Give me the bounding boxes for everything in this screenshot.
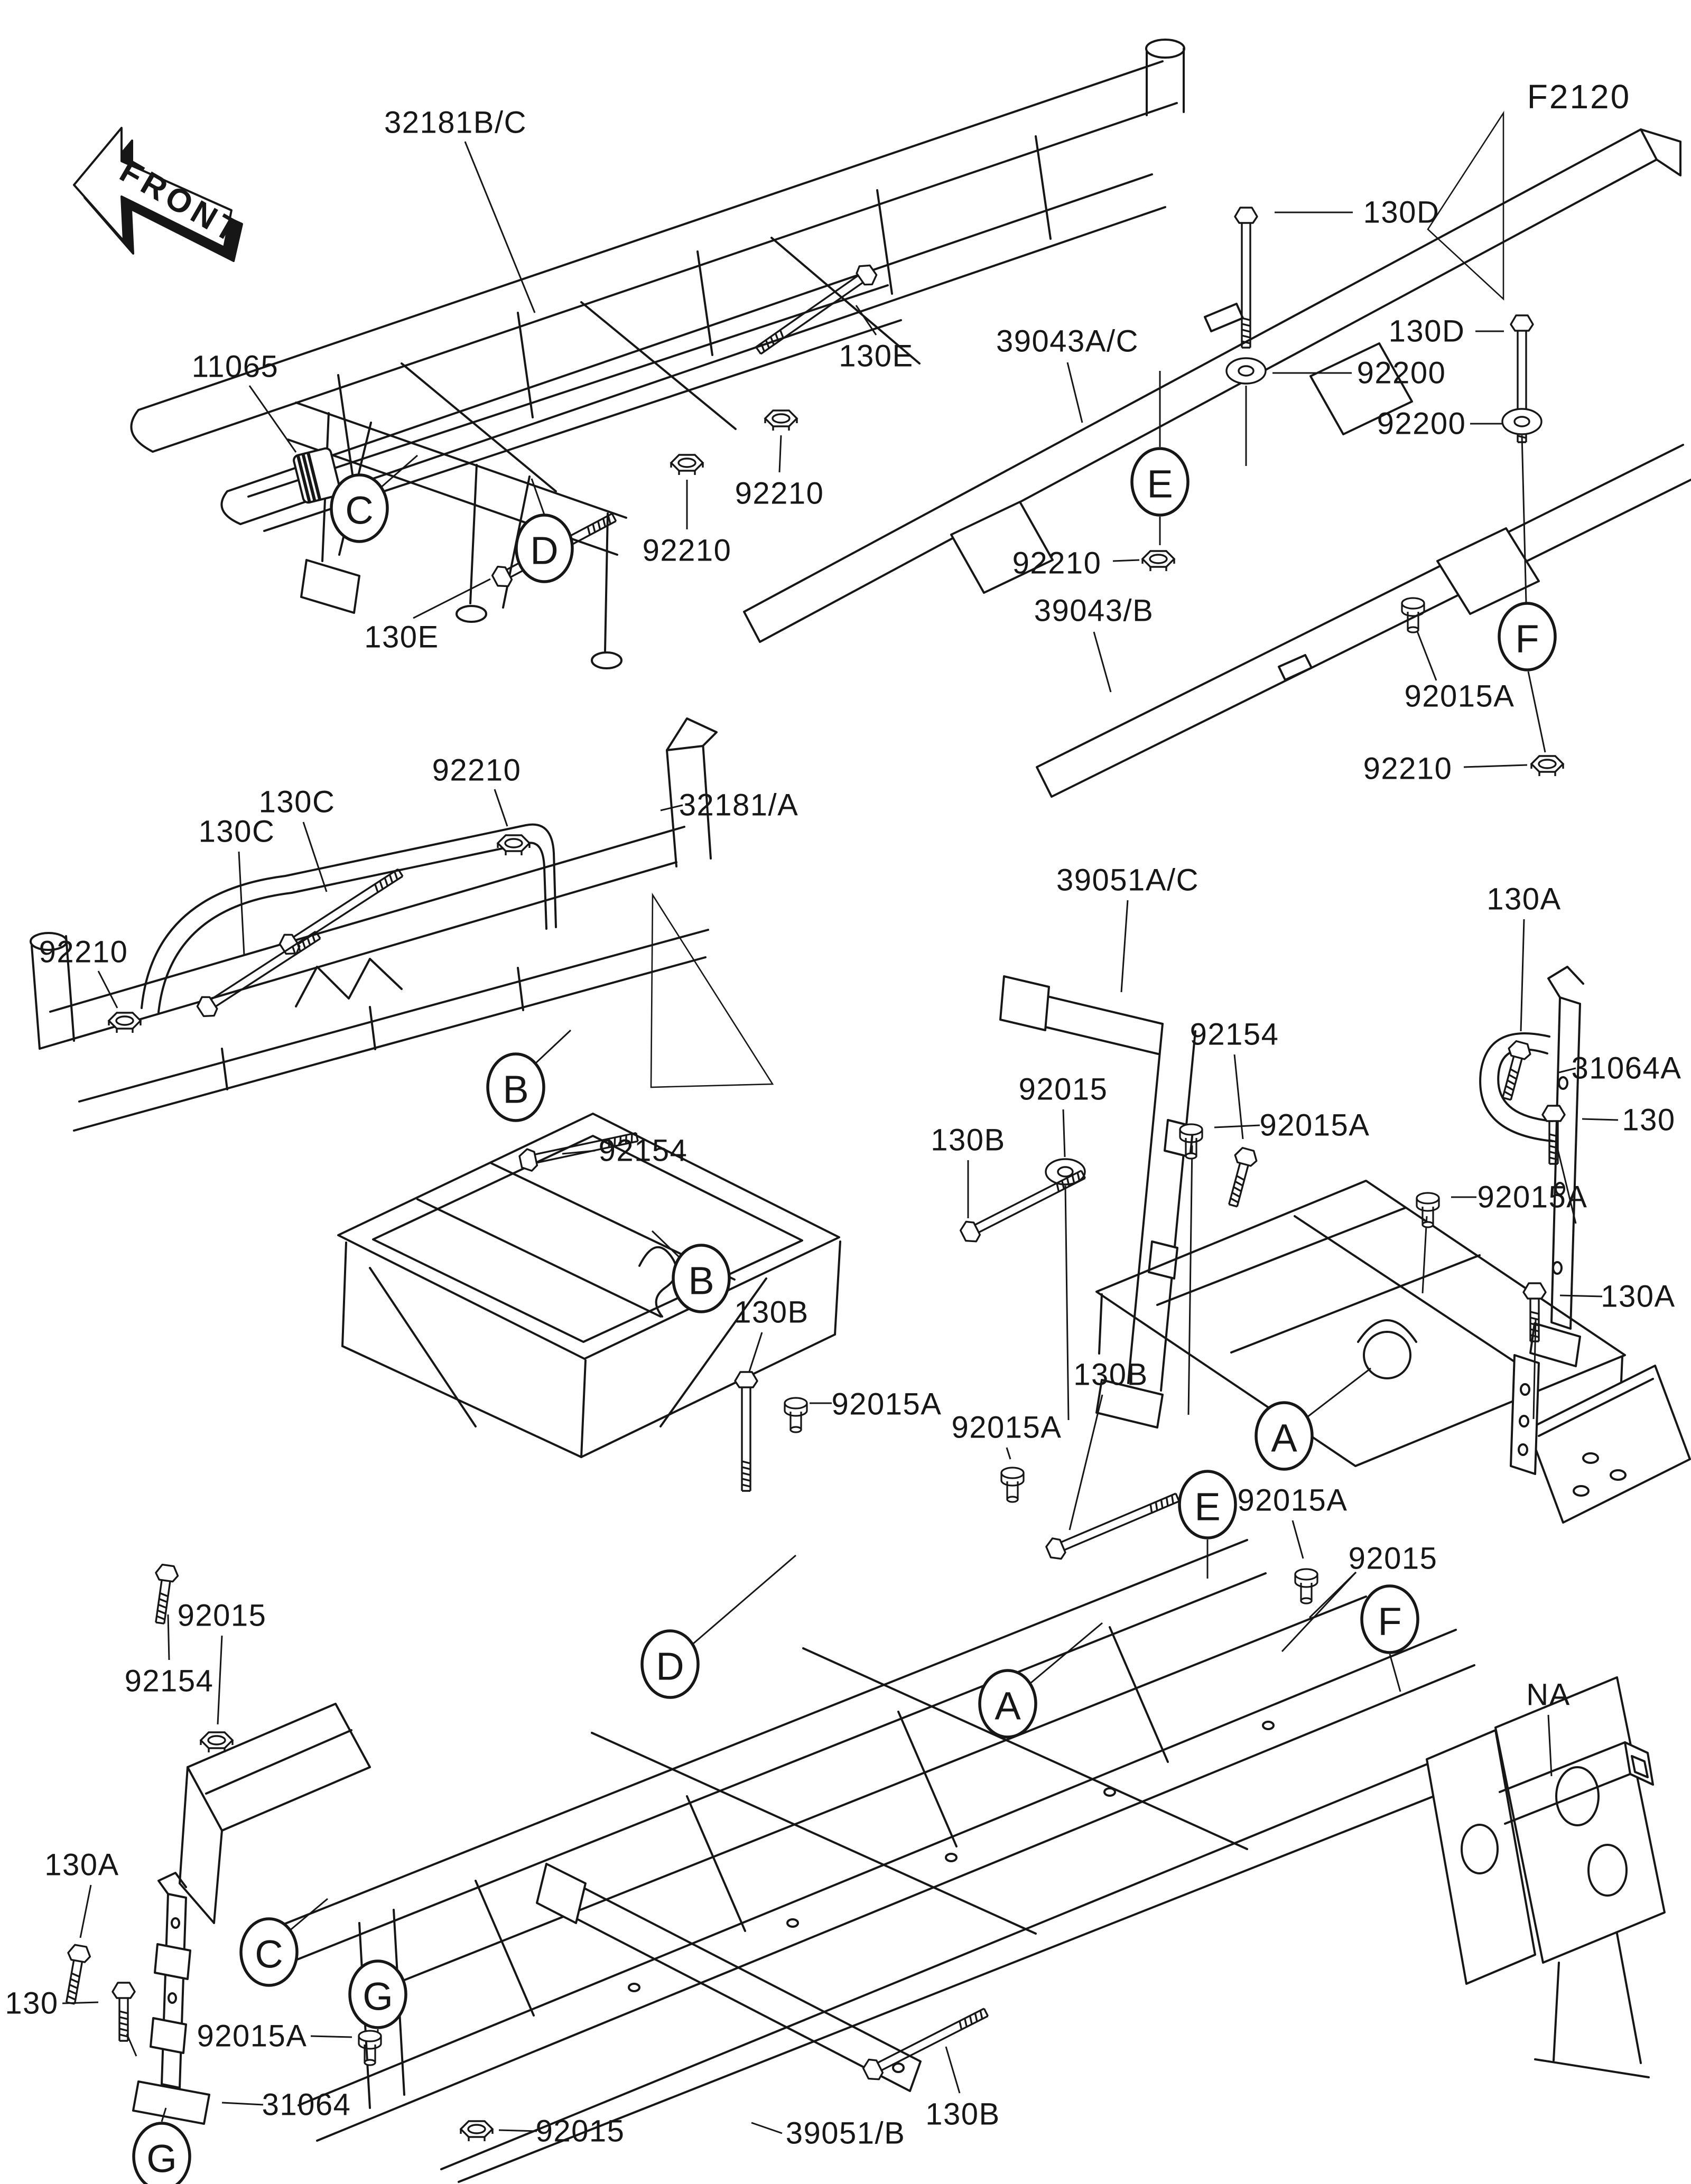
bolt-thread bbox=[1242, 324, 1250, 326]
leader-line bbox=[222, 2103, 263, 2105]
rivet-flange-top bbox=[1180, 1124, 1202, 1135]
bolt-thread bbox=[742, 1473, 750, 1475]
front-arrow-text: FRONT bbox=[114, 152, 248, 251]
rivet-flange-top bbox=[1295, 1569, 1317, 1580]
main-chassis bbox=[177, 1540, 1665, 2182]
bolt-shaft bbox=[1229, 1163, 1248, 1206]
part-label-130A: 130A bbox=[1601, 1279, 1676, 1314]
callout-C-0 bbox=[331, 475, 387, 542]
callout-C-11 bbox=[241, 1919, 297, 1985]
callout-letter: C bbox=[255, 1932, 283, 1976]
bolt-thread bbox=[1504, 1091, 1512, 1096]
washer-hole bbox=[1239, 366, 1253, 376]
bolt-icon bbox=[735, 1372, 757, 1491]
nut-hole bbox=[468, 2125, 485, 2133]
part-label-130B: 130B bbox=[1073, 1357, 1148, 1392]
rivet-tip bbox=[1301, 1598, 1312, 1603]
leader-line bbox=[499, 2130, 537, 2131]
part-label-92154: 92154 bbox=[1190, 1017, 1279, 1052]
bolt-shaft bbox=[878, 2009, 988, 2070]
part-label-NA: NA bbox=[1526, 1677, 1571, 1712]
part-label-32181BC: 32181B/C bbox=[384, 105, 527, 140]
part-label-130: 130 bbox=[1622, 1103, 1676, 1137]
part-label-92015: 92015 bbox=[535, 2114, 625, 2149]
part-label-92210: 92210 bbox=[432, 753, 522, 788]
bolt-shaft bbox=[1242, 223, 1250, 348]
rivet-flange-bottom bbox=[1001, 1480, 1024, 1486]
leader-line bbox=[1007, 1448, 1010, 1459]
callout-A-6 bbox=[1256, 1403, 1312, 1469]
part-label-92015: 92015 bbox=[177, 1598, 267, 1633]
rear-rack-and-tray bbox=[1097, 1181, 1690, 1523]
nut-icon bbox=[1531, 756, 1563, 776]
leader-line bbox=[413, 579, 490, 618]
nut-icon bbox=[1142, 551, 1174, 571]
rivet-flange-bottom bbox=[1417, 1206, 1439, 1211]
callout-F-3 bbox=[1499, 603, 1555, 670]
nut-hole bbox=[679, 459, 695, 467]
bolt-thread bbox=[158, 1604, 166, 1608]
part-label-130: 130 bbox=[5, 1986, 59, 2021]
nut-icon bbox=[498, 835, 529, 855]
part-label-92154: 92154 bbox=[124, 1664, 214, 1698]
leader-line bbox=[1121, 900, 1128, 992]
bolt-head bbox=[1233, 1146, 1259, 1167]
leader-line bbox=[1521, 919, 1524, 1031]
bolt-thread bbox=[69, 1985, 78, 1989]
part-label-130D: 130D bbox=[1388, 314, 1465, 349]
part-label-92015A: 92015A bbox=[1477, 1180, 1588, 1215]
part-label-11065: 11065 bbox=[191, 349, 279, 384]
bolt-head bbox=[155, 1564, 179, 1582]
callout-letter: E bbox=[1194, 1485, 1221, 1529]
leader-line bbox=[1560, 1295, 1602, 1296]
callout-letter: D bbox=[656, 1644, 684, 1688]
callout-letter: D bbox=[530, 528, 559, 573]
leader-line bbox=[495, 789, 507, 826]
part-label-130A: 130A bbox=[1486, 882, 1562, 917]
part-label-130B: 130B bbox=[734, 1295, 809, 1330]
callout-B-5 bbox=[673, 1245, 729, 1312]
leader-line bbox=[1070, 1395, 1102, 1530]
bolt-thread bbox=[1530, 1318, 1539, 1320]
rivet-flange-top bbox=[1417, 1193, 1439, 1203]
part-label-92210: 92210 bbox=[39, 935, 128, 969]
bolt-head bbox=[1044, 1536, 1067, 1562]
brace-31064a bbox=[1480, 967, 1583, 1366]
washer-icon bbox=[1227, 358, 1266, 384]
nut-icon bbox=[765, 410, 797, 431]
rivet-flange-top bbox=[359, 2031, 381, 2041]
bolt-thread bbox=[1242, 318, 1250, 320]
rivet-tip bbox=[1186, 1153, 1196, 1159]
callout-letter: C bbox=[345, 488, 374, 533]
nut-hole bbox=[208, 1736, 225, 1744]
leader-line bbox=[1416, 629, 1436, 680]
part-label-92200: 92200 bbox=[1377, 406, 1466, 441]
leader-line bbox=[311, 2036, 352, 2037]
leader-line bbox=[1094, 632, 1111, 692]
bolt-thread bbox=[67, 1996, 76, 2000]
leader-line bbox=[1188, 1145, 1192, 1415]
leader-line bbox=[749, 1332, 762, 1371]
rivet-tip bbox=[1423, 1222, 1433, 1227]
bolt-icon bbox=[149, 1564, 179, 1625]
part-label-92154: 92154 bbox=[598, 1133, 688, 1168]
rivet-icon bbox=[1402, 598, 1424, 632]
callout-letter: F bbox=[1378, 1599, 1402, 1644]
part-label-92015A: 92015A bbox=[1404, 679, 1515, 714]
part-label-92015A: 92015A bbox=[1259, 1108, 1370, 1143]
bolt-thread bbox=[1236, 1176, 1244, 1180]
bolt-icon bbox=[60, 1944, 91, 2005]
leader-line bbox=[779, 435, 781, 472]
part-label-130E: 130E bbox=[364, 620, 439, 655]
part-label-31064A: 31064A bbox=[1571, 1051, 1682, 1086]
callout-B-4 bbox=[488, 1054, 544, 1121]
bolt-thread bbox=[159, 1599, 168, 1602]
leader-line bbox=[652, 1231, 683, 1261]
bolt-thread bbox=[1242, 330, 1250, 332]
leader-line bbox=[98, 971, 117, 1008]
callout-letter: E bbox=[1147, 462, 1173, 506]
washer-hole bbox=[1515, 417, 1529, 426]
rivet-tip bbox=[1007, 1497, 1018, 1502]
rivet-tip bbox=[1408, 627, 1418, 632]
nut-hole bbox=[1539, 760, 1556, 768]
rivet-flange-top bbox=[1402, 598, 1424, 609]
bolt-thread bbox=[1230, 1198, 1239, 1202]
bolt-thread bbox=[119, 2017, 128, 2019]
callout-letter: A bbox=[1271, 1416, 1297, 1460]
bolt-head bbox=[735, 1372, 757, 1387]
leader-line bbox=[693, 1555, 796, 1644]
leader-line bbox=[1067, 362, 1082, 423]
bolt-thread bbox=[1506, 1086, 1514, 1090]
bolt-thread bbox=[742, 1467, 750, 1469]
rivet-tip bbox=[791, 1427, 801, 1432]
leader-line bbox=[218, 1636, 222, 1724]
nut-hole bbox=[1150, 555, 1167, 563]
part-label-92210: 92210 bbox=[735, 476, 824, 511]
part-label-39043AC: 39043A/C bbox=[996, 324, 1139, 359]
part-label-130B: 130B bbox=[925, 2097, 1000, 2132]
rivet-icon bbox=[359, 2031, 381, 2065]
nut-icon bbox=[109, 1013, 141, 1033]
part-label-92015A: 92015A bbox=[831, 1387, 942, 1422]
rivet-flange-bottom bbox=[359, 2043, 381, 2049]
bolt-thread bbox=[1242, 335, 1250, 338]
part-label-130E: 130E bbox=[839, 339, 914, 374]
brace-31064 bbox=[133, 1873, 209, 2124]
bolt-icon bbox=[1235, 208, 1257, 348]
bolt-thread bbox=[160, 1593, 168, 1597]
nut-hole bbox=[505, 839, 522, 847]
leader-line bbox=[168, 1614, 169, 1660]
callout-A-10 bbox=[980, 1670, 1036, 1737]
bolt-icon bbox=[113, 1983, 135, 2041]
callout-D-9 bbox=[642, 1631, 698, 1697]
callout-letter: F bbox=[1515, 617, 1539, 661]
leader-line bbox=[1464, 765, 1527, 767]
part-label-92015A: 92015A bbox=[197, 2019, 308, 2054]
bolt-head bbox=[1523, 1283, 1546, 1299]
nut-hole bbox=[773, 414, 789, 423]
figure-code: F2120 bbox=[1527, 78, 1631, 116]
rivet-flange-top bbox=[785, 1398, 807, 1408]
part-label-130B: 130B bbox=[931, 1123, 1006, 1158]
leader-line bbox=[1063, 1109, 1065, 1157]
part-label-130C: 130C bbox=[258, 785, 336, 819]
bolt-icon bbox=[1222, 1146, 1259, 1208]
bolt-thread bbox=[1234, 1181, 1243, 1186]
bolt-thread bbox=[1232, 1192, 1240, 1197]
bolt-head bbox=[67, 1944, 91, 1963]
callout-letter: G bbox=[363, 1974, 393, 2019]
leader-line bbox=[1293, 1520, 1303, 1558]
rivet-icon bbox=[1417, 1193, 1439, 1227]
leader-line bbox=[532, 479, 544, 515]
bolt-thread bbox=[1530, 1312, 1539, 1314]
callout-G-12 bbox=[350, 1961, 406, 2028]
washer-hole bbox=[1058, 1167, 1073, 1177]
bolt-thread bbox=[70, 1979, 79, 1983]
bolt-icon bbox=[1496, 1040, 1532, 1102]
callout-letter: G bbox=[146, 2136, 177, 2181]
callout-letter: B bbox=[503, 1067, 529, 1112]
part-label-39043B: 39043/B bbox=[1034, 593, 1154, 628]
part-label-32181A: 32181/A bbox=[679, 788, 799, 823]
part-label-92015A: 92015A bbox=[951, 1410, 1062, 1445]
bolt-thread bbox=[157, 1610, 166, 1613]
leader-line bbox=[303, 822, 327, 892]
bolt-head bbox=[113, 1983, 135, 1998]
part-label-31064: 31064 bbox=[262, 2087, 351, 2122]
bolt-thread bbox=[68, 1991, 77, 1994]
leader-line bbox=[289, 1899, 328, 1931]
rivet-icon bbox=[1001, 1468, 1024, 1502]
bolt-icon bbox=[958, 1164, 1088, 1245]
bolt-thread bbox=[742, 1479, 750, 1481]
nut-icon bbox=[461, 2121, 493, 2141]
rack-frame-32181a bbox=[31, 718, 773, 1131]
rivet-icon bbox=[785, 1398, 807, 1432]
bolt-shaft bbox=[1503, 1056, 1522, 1099]
bolt-thread bbox=[1508, 1075, 1517, 1079]
rivet-flange-bottom bbox=[785, 1411, 807, 1416]
part-label-92210: 92210 bbox=[1363, 751, 1453, 786]
bolt-icon bbox=[1044, 1487, 1182, 1562]
bolt-thread bbox=[71, 1973, 80, 1977]
bolt-thread bbox=[1233, 1187, 1241, 1191]
part-label-92210: 92210 bbox=[1012, 546, 1102, 581]
bolt-thread bbox=[1507, 1080, 1515, 1085]
leader-line bbox=[1282, 1572, 1356, 1651]
leader-line bbox=[80, 1885, 91, 1938]
part-label-130D: 130D bbox=[1363, 195, 1440, 230]
washer-icon bbox=[1502, 409, 1541, 434]
rivet-icon bbox=[1295, 1569, 1317, 1603]
leader-line bbox=[946, 2047, 960, 2093]
leader-line bbox=[1528, 671, 1545, 752]
rivet-tip bbox=[365, 2060, 375, 2065]
leader-line bbox=[1390, 1654, 1400, 1692]
seat-frame bbox=[338, 1114, 840, 1457]
part-number-labels bbox=[5, 106, 1681, 2151]
nut-hole bbox=[116, 1016, 133, 1025]
bolt-thread bbox=[119, 2011, 128, 2013]
part-label-39051B: 39051/B bbox=[785, 2116, 906, 2151]
bolt-head bbox=[1235, 208, 1257, 223]
subframe-under-rack bbox=[288, 403, 626, 668]
bolt-thread bbox=[742, 1461, 750, 1463]
rivet-flange-top bbox=[1001, 1468, 1024, 1478]
callout-F-8 bbox=[1362, 1586, 1418, 1653]
part-label-92015: 92015 bbox=[1348, 1541, 1438, 1576]
leader-line bbox=[249, 386, 296, 452]
part-label-92200: 92200 bbox=[1356, 356, 1446, 390]
leader-line bbox=[535, 1030, 571, 1064]
leader-line bbox=[1113, 560, 1139, 561]
bolt-thread bbox=[156, 1616, 165, 1619]
part-label-92015: 92015 bbox=[1018, 1072, 1108, 1107]
bolt-thread bbox=[1510, 1069, 1518, 1074]
callout-letter: B bbox=[688, 1258, 714, 1303]
cargo-rack-32181bc bbox=[131, 40, 1184, 531]
bolt-thread bbox=[119, 2023, 128, 2025]
part-label-39051AC: 39051A/C bbox=[1056, 863, 1199, 898]
callout-letter: A bbox=[995, 1684, 1021, 1728]
bolt-thread bbox=[119, 2029, 128, 2031]
part-label-92015A: 92015A bbox=[1237, 1483, 1348, 1518]
leader-line bbox=[1214, 1125, 1260, 1127]
nut-icon bbox=[671, 455, 703, 475]
leader-line bbox=[1582, 1119, 1618, 1120]
crossmember-39043ac bbox=[744, 113, 1680, 642]
part-label-130C: 130C bbox=[198, 814, 275, 849]
bolt-head bbox=[854, 261, 879, 288]
callout-D-1 bbox=[516, 515, 572, 582]
bolt-head bbox=[1507, 1040, 1532, 1060]
leader-line bbox=[1307, 1368, 1371, 1417]
leader-line bbox=[751, 2123, 782, 2133]
bolt-thread bbox=[1518, 436, 1526, 438]
bolt-thread bbox=[742, 1485, 750, 1487]
bolt-head bbox=[1543, 1106, 1565, 1121]
callout-G-13 bbox=[134, 2123, 190, 2184]
strut-39051b bbox=[537, 1864, 921, 2091]
bolt-head bbox=[1511, 315, 1533, 331]
part-label-92210: 92210 bbox=[642, 533, 732, 568]
callout-E-7 bbox=[1179, 1471, 1235, 1538]
leader-line bbox=[1065, 1186, 1069, 1420]
rivet-flange-bottom bbox=[1295, 1582, 1317, 1587]
part-label-130A: 130A bbox=[44, 1847, 119, 1882]
front-arrow bbox=[74, 128, 248, 261]
callout-E-2 bbox=[1132, 449, 1188, 515]
leader-line bbox=[1030, 1623, 1102, 1683]
